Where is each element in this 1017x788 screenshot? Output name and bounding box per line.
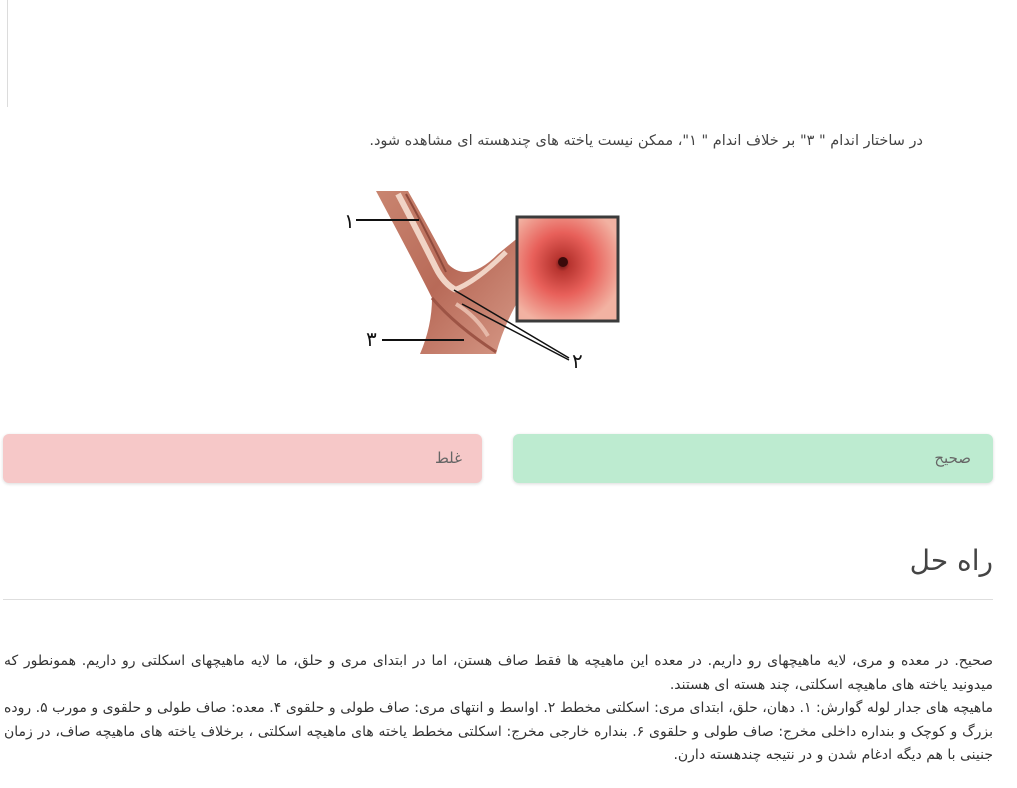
solution-body	[4, 650, 993, 768]
figure-label-2: ۲	[572, 349, 583, 373]
left-border-line	[7, 0, 8, 107]
true-answer-button[interactable]: صحیح	[513, 434, 993, 483]
figure-label-3: ۳	[366, 327, 377, 351]
solution-paragraph: صحیح. در معده و مری، لایه ماهیچهای رو داریم. در معده این ماهیچه ها فقط صاف هستن، اما در ابتدای مری و حلق، ما لایه ماهیچهای اسکلتی رو داریم. همونطور که میدونید یاخته های ماهیچه اسکلتی، چند هسته ای هستند.	[4, 653, 993, 693]
solution-divider	[3, 599, 993, 600]
solution-title: راه حل	[909, 544, 993, 577]
figure-label-1: ۱	[344, 209, 355, 233]
esophagus-stomach-figure	[336, 186, 636, 376]
false-answer-button[interactable]: غلط	[3, 434, 482, 483]
anatomy-illustration	[356, 191, 618, 360]
solution-paragraph: ماهیچه های جدار لوله گوارش: ۱. دهان، حلق، ابتدای مری: اسکلتی مخطط ۲. اواسط و انتهای مری: صاف طولی و حلقوی ۴. معده: صاف طولی و حلقوی و مورب ۵. روده بزرگ و کوچک و بنداره داخلی مخرج: صاف طولی و حلقوی ۶. بنداره خارجی مخرج: اسکلتی مخطط یاخته های ماهیچه اسکلتی ، برخلاف یاخته های ماهیچه صاف، در زمان جنینی با هم دیگه ادغام شدن و در نتیجه چندهسته دارن.	[4, 700, 993, 763]
question-text: در ساختار اندام " ۳" بر خلاف اندام " ۱"، ممکن نیست یاخته های چندهسته ای مشاهده شود.	[369, 133, 923, 149]
